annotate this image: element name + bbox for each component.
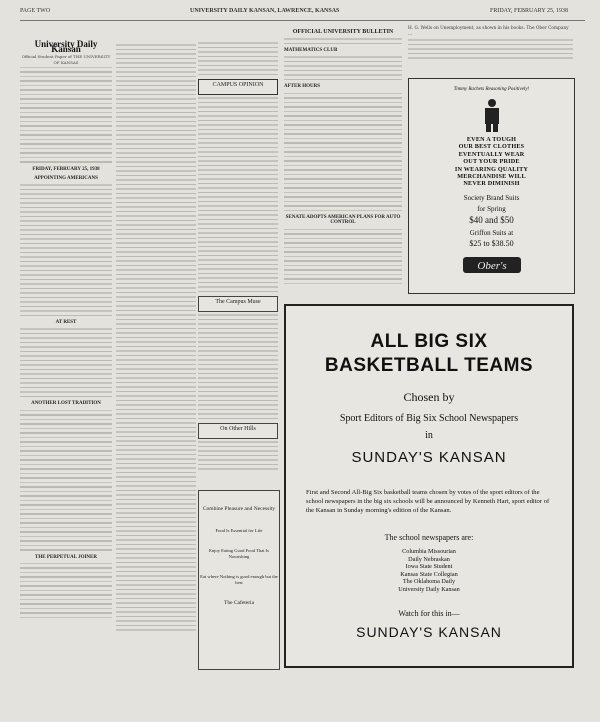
ober-suits: Society Brand Suits [463,193,520,202]
paper-item: Daily Nebraskan [408,555,450,563]
masthead-title: UNIVERSITY DAILY KANSAN, LAWRENCE, KANSAS [190,8,340,14]
ad-sport-editors: Sport Editors of Big Six School Newspapers [339,413,519,424]
ober-price-1: $40 and $50 [469,214,514,225]
cafeteria-line-2: Enjoy Eating Good Food That Is Nourishing [208,548,269,559]
campus-muse-text [198,314,278,419]
ad-sundays-kansan: SUNDAY'S KANSAN [351,449,507,466]
ad-papers-list [286,548,572,593]
editorial-text-3 [20,410,112,551]
bulletin-text-1 [284,56,402,80]
editorial-head-3: ANOTHER LOST TRADITION [31,401,101,407]
other-hills-box [198,423,278,439]
official-bulletin [284,26,402,288]
masthead-date: FRIDAY, FEBRUARY 25, 1938 [490,8,568,14]
ober-slogan [409,136,574,188]
campus-opinion-title: CAMPUS OPINION [212,82,264,88]
ad-in: in [425,430,433,441]
wells-notice [408,26,573,63]
bulletin-head-3: SENATE ADOPTS AMERICAN PLANS FOR AUTO CONTROL [285,215,401,226]
bulletin-meta [284,38,402,44]
editorial-text-4 [20,563,112,619]
slogan-line: IN WEARING QUALITY [454,165,529,173]
campus-opinion-box [198,79,278,95]
notice-lines [408,39,573,59]
ober-logo-text: Ober's [476,259,507,272]
ad-chosen-by: Chosen by [403,390,455,404]
bulletin-title: OFFICIAL UNIVERSITY BULLETIN [292,29,394,35]
cafeteria-line-1: Food Is Essential for Life [215,528,263,533]
other-hills-text [198,441,278,470]
ober-griffon: Griffon Suits at [469,228,514,237]
slogan-line: OUT YOUR PRIDE [463,158,520,166]
campus-opinion-text [198,97,278,292]
editorial-head-4: THE PERPETUAL JOINER [35,554,97,560]
ad-papers-heading: The school newspapers are: [384,533,474,542]
obers-clothing-ad [408,78,575,294]
ober-season: for Spring [477,204,506,213]
ober-logo [409,256,574,279]
cafeteria-title: Combine Pleasure and Necessity [202,506,276,512]
slogan-line: MERCHANDISE WILL [457,173,526,181]
cafeteria-line-3: Eat where Nothing is good enough but the best [200,574,278,585]
bulletin-head-2: AFTER HOURS [284,84,320,90]
paper-item: Iowa State Student [405,563,453,570]
bulletin-text-2 [284,93,402,212]
editorial-text-2 [20,328,112,397]
ober-price-2: $25 to $38.50 [469,238,514,248]
editorial-text-1 [20,184,112,316]
column-2 [116,42,196,635]
column-editorial [20,39,112,622]
slogan-line: OUR BEST CLOTHES [458,143,525,151]
col3-top-text [198,42,278,75]
paper-item: Columbia Missourian [402,548,456,555]
other-hills-title: On Other Hills [220,426,256,432]
slogan-line: EVEN A TOUGH [466,136,517,143]
page-number: PAGE TWO [20,8,51,14]
masthead [20,8,585,18]
cafeteria-name: The Cafeteria [223,600,255,606]
editorial-head-1: APPOINTING AMERICANS [34,176,98,182]
cafeteria-ad [198,490,280,670]
ad-watch: Watch for this in— [398,609,460,618]
big-six-basketball-ad [284,304,574,668]
ad-headline-1: ALL BIG SIX [370,331,488,352]
slogan-line: NEVER DIMINISH [463,180,520,188]
staff-list [20,67,112,163]
paper-item: University Daily Kansan [398,585,460,593]
col2-text-1 [116,44,196,631]
column-3 [198,42,278,474]
bulletin-head-1: MATHEMATICS CLUB [284,48,338,54]
paper-item: The Oklahoma Daily [402,578,456,585]
paper-item: Kansas State Collegian [400,570,458,578]
ad-sundays-kansan-2: SUNDAY'S KANSAN [356,624,502,640]
nameplate: University Daily Kansan [34,39,98,55]
ober-tagline: Timmy Rachets Reasoning Positively! [453,87,530,92]
notice-text: H. G. Wells on Unemployment, as shown in his books. The Ober Company ... [408,26,569,37]
nameplate-subtitle: Official Student Paper of THE UNIVERSITY OF KANSAS [21,54,111,65]
campus-muse-title: The Campus Muse [215,299,261,305]
campus-muse-box [198,296,278,312]
editorial-head-2: AT REST [55,320,77,326]
ad-paragraph: First and Second All-Big Six basketball teams chosen by votes of the sport editors of the school newspapers in the big six schools will be announced by Kenneth Hart, sport editor of the Kansan in Sunday morning's edition of the Kansan. [306,489,550,514]
bulletin-text-3 [284,229,402,285]
ad-headline-2: BASKETBALL TEAMS [324,355,534,376]
man-illustration [481,98,503,132]
dateline: FRIDAY, FEBRUARY 25, 1938 [32,166,100,172]
slogan-line: EVENTUALLY WEAR [458,150,525,158]
masthead-rule [20,20,585,21]
